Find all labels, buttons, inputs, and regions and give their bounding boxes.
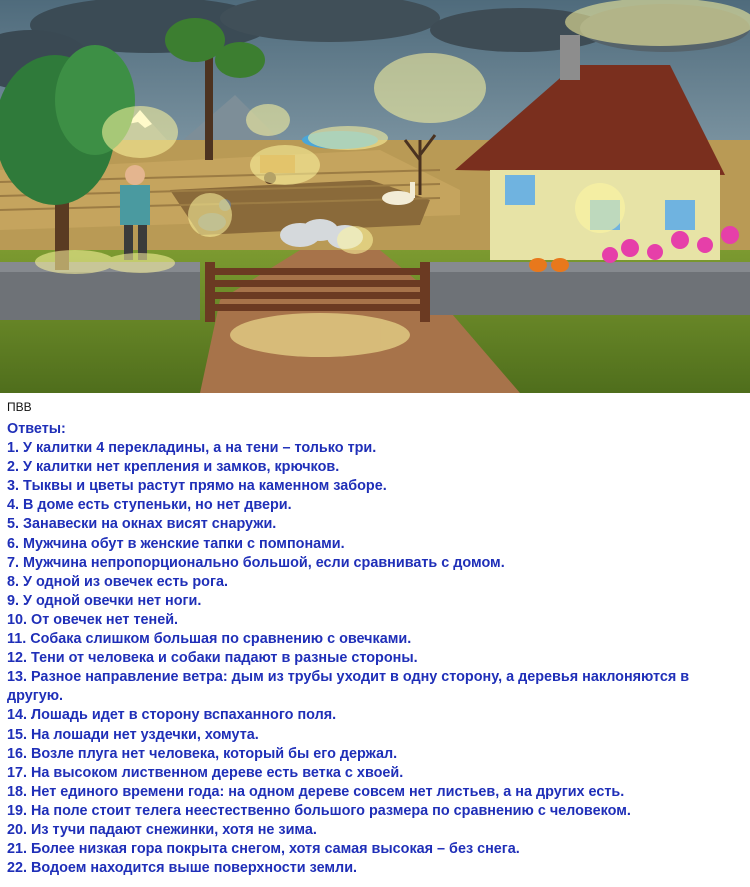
answer-item: 15. На лошади нет уздечки, хомута. — [7, 726, 259, 743]
answer-item: 19. На поле стоит телега неестественно большого размера по сравнению с человеком. — [7, 802, 631, 819]
answer-item: 18. Нет единого времени года: на одном дереве совсем нет листьев, а на других есть. — [7, 783, 625, 800]
answers-list — [7, 439, 747, 878]
answer-item: 5. Занавески на окнах висят снаружи. — [7, 516, 277, 533]
answer-item: 2. У калитки нет крепления и замков, крючков. — [7, 459, 340, 476]
answers-title: Ответы: — [7, 421, 66, 437]
answers-block — [7, 420, 747, 878]
answer-item: 13. Разное направление ветра: дым из трубы уходит в одну сторону, а деревья наклоняются в другую. — [7, 669, 690, 705]
answer-item: 7. Мужчина непропорционально большой, если сравнивать с домом. — [7, 554, 505, 571]
stone-wall-right — [430, 262, 750, 315]
answer-item: 14. Лошадь идет в сторону вспаханного поля. — [7, 707, 337, 724]
answer-item: 17. На высоком лиственном дереве есть ветка с хвоей. — [7, 764, 404, 781]
answer-item: 6. Мужчина обут в женские тапки с помпонами. — [7, 535, 345, 552]
answer-item: 8. У одной из овечек есть рога. — [7, 573, 228, 590]
answer-item: 4. В доме есть ступеньки, но нет двери. — [7, 497, 292, 514]
answer-item: 9. У одной овечки нет ноги. — [7, 592, 202, 609]
farm-scene-illustration — [0, 0, 750, 393]
answer-item: 22. Водоем находится выше поверхности земли. — [7, 860, 358, 877]
answer-item: 10. От овечек нет теней. — [7, 611, 179, 628]
answer-item: 3. Тыквы и цветы растут прямо на каменном заборе. — [7, 478, 387, 495]
answer-item: 20. Из тучи падают снежинки, хотя не зима. — [7, 821, 317, 838]
answer-item: 11. Собака слишком большая по сравнению с овечками. — [7, 631, 412, 648]
answer-item: 21. Более низкая гора покрыта снегом, хотя самая высокая – без снега. — [7, 841, 520, 858]
answer-item: 16. Возле плуга нет человека, который бы его держал. — [7, 745, 398, 762]
answer-item: 1. У калитки 4 перекладины, а на тени – только три. — [7, 440, 377, 457]
caption: ПВВ — [7, 400, 32, 414]
answer-item: 12. Тени от человека и собаки падают в разные стороны. — [7, 650, 418, 667]
